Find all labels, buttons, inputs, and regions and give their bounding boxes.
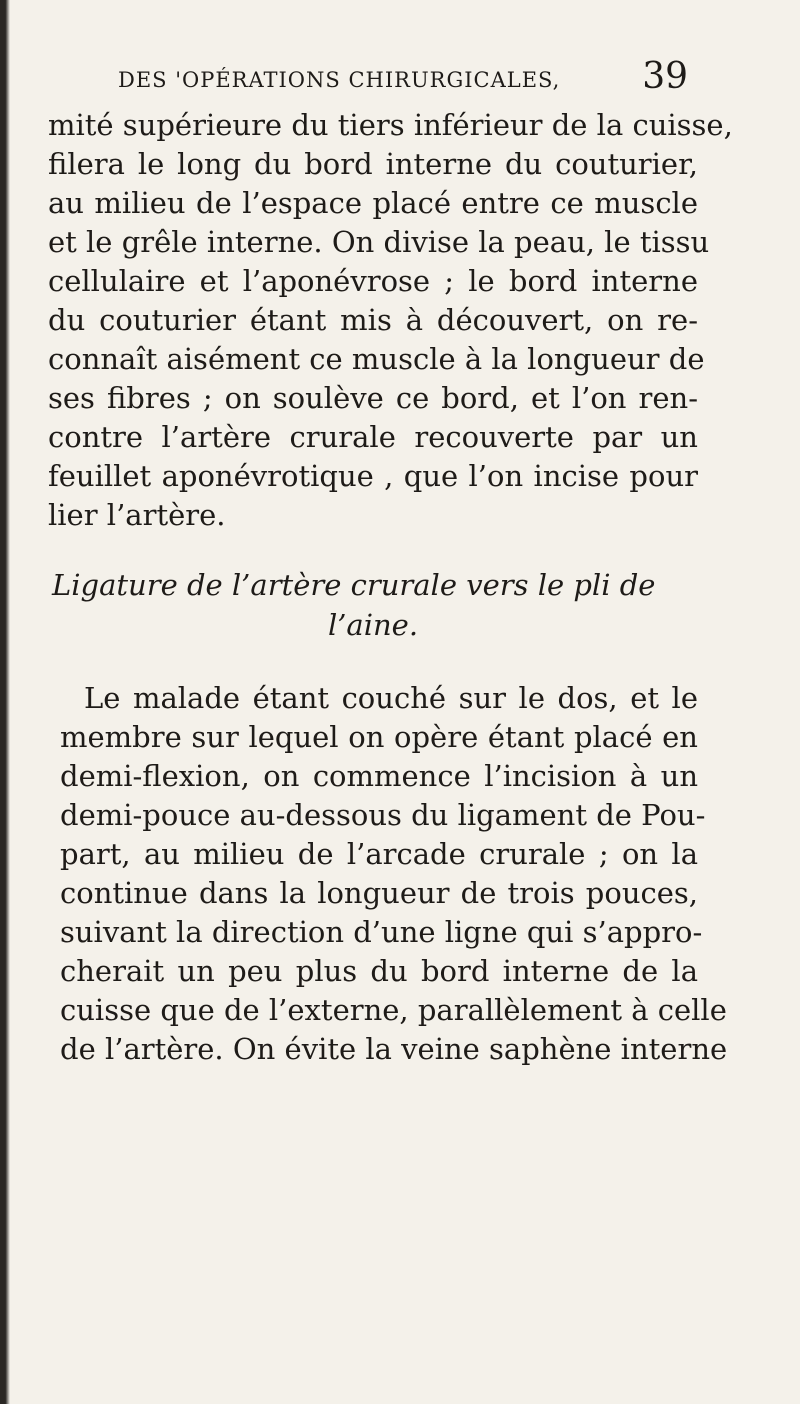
paragraph-2 [48, 679, 728, 1069]
text-line: connaît aisément ce muscle à la longueur de [48, 342, 705, 376]
text-line: demi-flexion, on commence l’incision à un [60, 759, 698, 793]
running-head: DES 'OPÉRATIONS CHIRURGICALES, [118, 68, 561, 92]
text-line: feuillet aponévrotique , que l’on incise pour [48, 459, 698, 493]
text-line: au milieu de l’espace placé entre ce muscle [48, 186, 698, 220]
body-text [48, 106, 733, 1069]
text-line: part, au milieu de l’arcade crurale ; on la [60, 837, 698, 871]
text-line: cellulaire et l’aponévrose ; le bord interne [48, 264, 698, 298]
text-line: cherait un peu plus du bord interne de la [60, 954, 698, 988]
text-line: de l’artère. On évite la veine saphène interne [60, 1032, 728, 1066]
page-header [118, 56, 688, 104]
text-line: filera le long du bord interne du couturier, [48, 147, 698, 181]
page-gutter-shadow [0, 0, 10, 1404]
section-heading-line-2: l’aine. [327, 608, 419, 642]
text-line: continue dans la longueur de trois pouces, [60, 876, 698, 910]
text-line: Le malade étant couché sur le dos, et le [84, 681, 698, 715]
text-line: membre sur lequel on opère étant placé en [60, 720, 698, 754]
section-heading-line-1: Ligature de l’artère crurale vers le pli de [52, 568, 656, 602]
text-line: mité supérieure du tiers inférieur de la cuisse, [48, 108, 733, 142]
paragraph-1 [48, 106, 733, 535]
section-heading [48, 565, 698, 645]
text-line: ses fibres ; on soulève ce bord, et l’on ren- [48, 381, 698, 415]
text-line: suivant la direction d’une ligne qui s’appro- [60, 915, 703, 949]
text-line: demi-pouce au-dessous du ligament de Pou- [60, 798, 706, 832]
text-line: et le grêle interne. On divise la peau, le tissu [48, 225, 710, 259]
text-line: du couturier étant mis à découvert, on re- [48, 303, 698, 337]
text-line: lier l’artère. [48, 498, 226, 532]
text-line: contre l’artère crurale recouverte par un [48, 420, 698, 454]
page-number: 39 [642, 56, 688, 97]
text-line: cuisse que de l’externe, parallèlement à celle [60, 993, 727, 1027]
